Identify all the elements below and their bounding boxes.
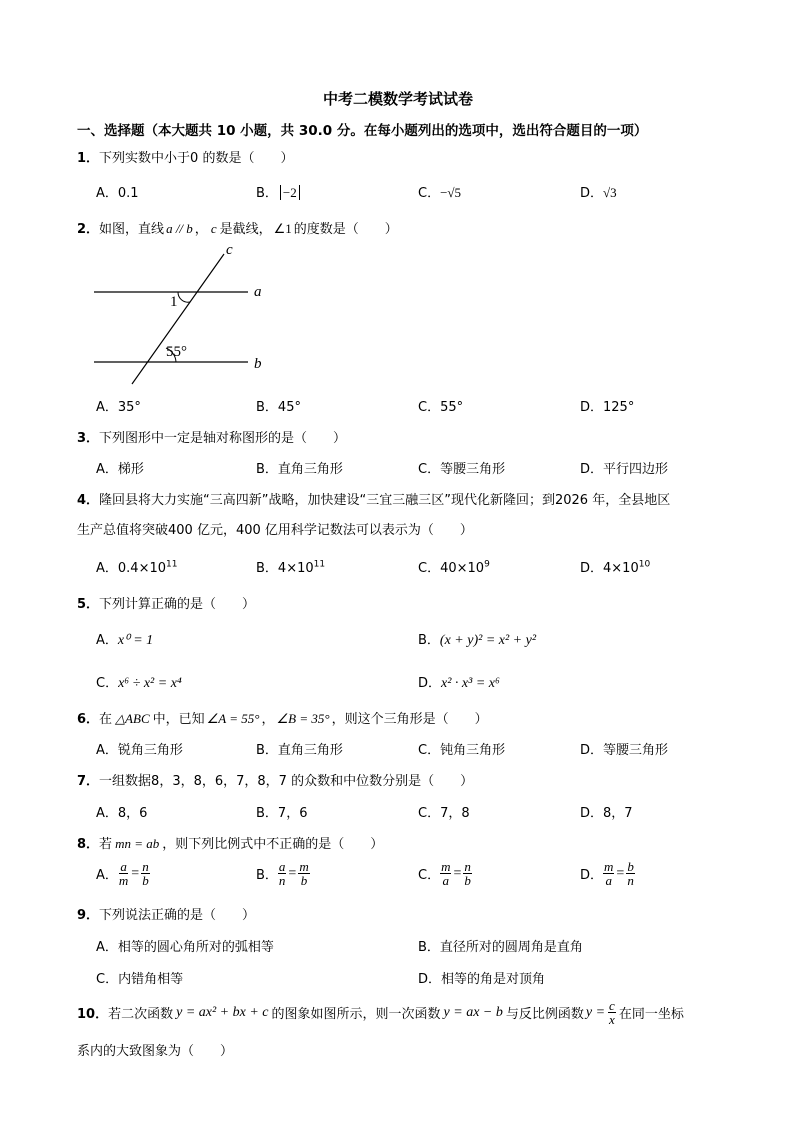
q9-option-d: D．相等的角是对顶角 — [418, 972, 546, 987]
question-stem: 下列实数中小于0 的数是（ ） — [99, 151, 294, 166]
label-angle-1: 1 — [170, 294, 178, 310]
q5-option-c: C．x⁶ ÷ x² = x⁴ — [96, 676, 182, 691]
question-4-line-1 — [77, 489, 670, 508]
q7-option-a: A．8，6 — [96, 806, 148, 821]
q7-option-c: C．7，8 — [418, 806, 470, 821]
q4-option-b: B．$4\times 10^{11}$ — [256, 559, 326, 576]
q9-option-c: C．内错角相等 — [96, 972, 184, 987]
q3-option-b: B．直角三角形 — [256, 462, 343, 477]
q4-option-a: A．$0.4\times 10^{11}$ — [96, 559, 178, 576]
question-2: 2．如图，直线 a // b ， c 是截线， ∠1 的度数是（ ） — [77, 221, 398, 237]
q9-option-a: A．相等的圆心角所对的弧相等 — [96, 940, 274, 955]
q4-option-c: C．$40\times 10^9$ — [418, 559, 490, 576]
angle-1-arc — [178, 292, 190, 302]
question-number: 6． — [77, 712, 100, 727]
q9-option-b: B．直径所对的圆周角是直角 — [418, 940, 583, 955]
question-number: 2． — [77, 222, 100, 237]
question-stem: 一组数据8，3，8，6，7，8，7 的众数和中位数分别是（ ） — [99, 774, 474, 789]
label-angle-55: 55° — [166, 344, 187, 360]
question-number: 9． — [77, 908, 100, 923]
question-number: 10． — [77, 1007, 109, 1022]
question-5 — [77, 593, 255, 612]
q8-option-c: C． $\frac{m}{a}$ = $\frac{n}{b}$ — [418, 859, 471, 888]
question-stem: 下列说法正确的是（ ） — [99, 908, 256, 923]
q8-option-b: B． $\frac{a}{n}$ = $\frac{m}{b}$ — [256, 859, 309, 888]
q3-option-c: C．等腰三角形 — [418, 462, 506, 477]
q6-option-d: D．等腰三角形 — [580, 743, 669, 758]
question-6: 6．在 △ABC 中，已知 ∠A = 55° ， ∠B = 35° ，则这个三角形是（ ） — [77, 711, 488, 727]
line-c — [132, 254, 224, 384]
sqrt-expr: −√5 — [440, 185, 462, 200]
q2-option-a: A．35° — [96, 400, 141, 415]
question-1 — [77, 147, 293, 166]
math-parallel: a // b — [166, 221, 193, 236]
q3-option-d: D．平行四边形 — [580, 462, 669, 477]
q6-option-a: A．锐角三角形 — [96, 743, 183, 758]
question-7 — [77, 770, 473, 789]
question-10-line-1: 10． 若二次函数 y = ax² + bx + c 的图象如图所示，则一次函数 y = ax − b 与反比例函数 y = $\frac{c}{x}$ 在同一坐标 — [77, 998, 684, 1027]
q8-option-d: D． $\frac{m}{a}$ = $\frac{b}{n}$ — [580, 859, 634, 888]
q6-option-c: C．钝角三角形 — [418, 743, 506, 758]
q2-option-c: C．55° — [418, 400, 464, 415]
question-10-line-2: 系内的大致图象为（ ） — [77, 1044, 234, 1059]
question-number: 8． — [77, 837, 100, 852]
q7-option-b: B．7，6 — [256, 806, 308, 821]
question-stem: 隆回县将大力实施“三高四新”战略，加快建设“三宜三融三区”现代化新隆回；到2026 年，全县地区 — [99, 493, 671, 508]
question-number: 7． — [77, 774, 100, 789]
sqrt-expr: √3 — [603, 185, 617, 200]
label-b: b — [254, 356, 262, 372]
question-number: 5． — [77, 597, 100, 612]
abs-value: −2 — [280, 185, 300, 200]
question-8: 8．若 mn = ab ，则下列比例式中不正确的是（ ） — [77, 836, 384, 852]
question-stem: 下列图形中一定是轴对称图形的是（ ） — [99, 431, 347, 446]
q6-option-b: B．直角三角形 — [256, 743, 343, 758]
question-9 — [77, 904, 255, 923]
question-stem: 下列计算正确的是（ ） — [99, 597, 256, 612]
q7-option-d: D．8，7 — [580, 806, 633, 821]
q4-option-d: D．$4\times 10^{10}$ — [580, 559, 651, 576]
q1-option-d: D．√3 — [580, 185, 617, 201]
question-number: 1． — [77, 151, 100, 166]
question-4-line-2: 生产总值将突破400 亿元，400 亿用科学记数法可以表示为（ ） — [77, 523, 473, 538]
q1-option-c: C．−√5 — [418, 185, 462, 201]
q5-option-a: A．x⁰ = 1 — [96, 633, 154, 648]
q2-option-b: B．45° — [256, 400, 301, 415]
q3-option-a: A．梯形 — [96, 462, 144, 477]
page-title: 中考二模数学考试试卷 — [323, 90, 474, 108]
section-heading: 一、选择题（本大题共 10 小题，共 30.0 分。在每小题列出的选项中，选出符合题目的一项） — [77, 123, 648, 139]
label-a: a — [254, 284, 262, 300]
question-number: 4． — [77, 493, 100, 508]
question-number: 3． — [77, 431, 100, 446]
q1-option-b: B． −2 — [256, 182, 300, 201]
question-3 — [77, 427, 346, 446]
q2-option-d: D．125° — [580, 400, 635, 415]
q8-option-a: A． $\frac{a}{m}$ = $\frac{n}{b}$ — [96, 859, 149, 888]
q5-option-b: B．(x + y)² = x² + y² — [418, 633, 537, 648]
label-c: c — [226, 242, 233, 258]
q1-option-a: A．0.1 — [96, 186, 139, 201]
q5-option-d: D．x² · x³ = x⁶ — [418, 676, 500, 691]
parallel-lines-figure — [90, 240, 280, 390]
